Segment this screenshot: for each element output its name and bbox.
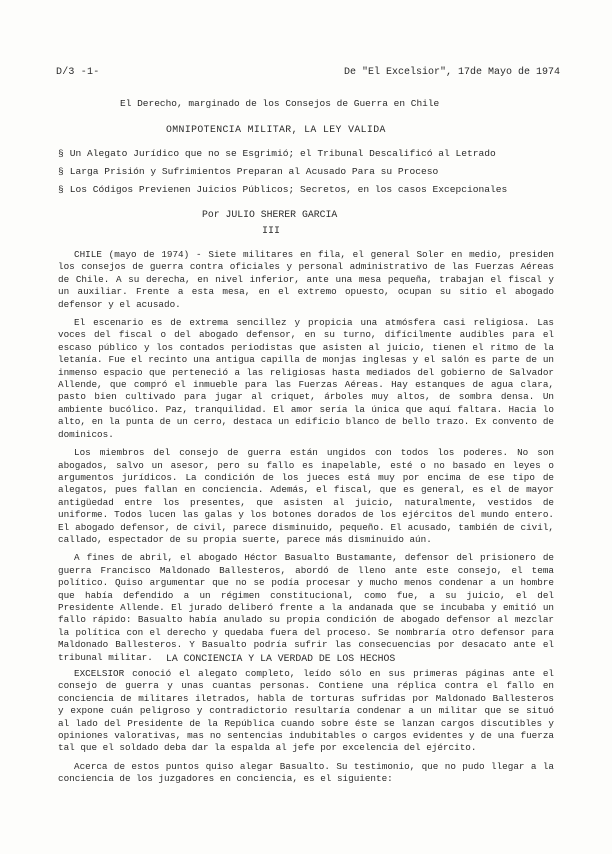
- body-paragraph: EXCELSIOR conoció el alegato completo, leído sólo en sus primeras páginas ante el consejo de guerra y unas cuantas personas. Contiene una réplica contra el fallo en conciencia de militares iletrados, habla de torturas sufridas por Maldonado Ballesteros y expone cuán peligroso y contradictorio resultaría condenar a un militar que se situó al lado del Presidente de la República cuando sobre éste se lanzan cargos discutibles y opiniones valorativas, mas no sentencias indubitables o cargos evidentes y de una fuerza tal que el soldado deba dar la espalda al jefe por excelencia del ejército.: [58, 668, 554, 754]
- article-body: [58, 249, 554, 670]
- body-paragraph: A fines de abril, el abogado Héctor Basualto Bustamante, defensor del prisionero de guerra Francisco Maldonado Ballesteros, abordó de lleno ante este consejo, el tema político. Quiso argumentar que no se podía procesar y mucho menos condenar a un hombre que había defendido a un régimen constitucional, como fue, a su juicio, el del Presidente Allende. El jurado deliberó frente a la andanada que se incubaba y emitió un fallo rápido: Basualto había anulado su propia condición de abogado defensor al mezclar la política con el derecho y quedaba fuera del proceso. Se nombraría otro defensor para Maldonado Ballesteros. Y Basualto podría sufrir las consecuencias por desacato ante el tribunal militar.: [58, 552, 554, 663]
- article-kicker: El Derecho, marginado de los Consejos de Guerra en Chile: [120, 98, 440, 109]
- body-paragraph: El escenario es de extrema sencillez y propicia una atmósfera casi religiosa. Las voces del fiscal o del abogado defensor, en su turno, difícilmente audibles para el escaso público y los contados periodistas que asisten al juicio, tienen el ritmo de la letanía. Fue el recinto una antigua capilla de monjas inglesas y el salón es parte de un inmenso espacio que perteneció a las religiosas hasta mediados del gobierno de Salvador Allende, que compró el inmueble para las Fuerzas Aéreas. Hay estanques de agua clara, pasto bien cultivado para jugar al criquet, árboles muy altos, de sombra densa. Un ambiente bucólico. Paz, tranquilidad. El amor sería la única que aquí faltara. Hacia lo alto, en la punta de un cerro, destaca un edificio blanco de bello trazo. Ex convento de dominicos.: [58, 317, 554, 440]
- subhead: [58, 166, 438, 177]
- source-line: De "El Excelsior", 17de Mayo de 1974: [344, 67, 561, 78]
- subhead: [58, 148, 496, 159]
- section-mark-icon: §: [58, 184, 64, 195]
- section-heading: LA CONCIENCIA Y LA VERDAD DE LOS HECHOS: [166, 653, 396, 664]
- section-mark-icon: §: [58, 166, 64, 177]
- section-mark-icon: §: [58, 148, 64, 159]
- byline: Por JULIO SHERER GARCIA: [202, 209, 338, 220]
- body-paragraph: Acerca de estos puntos quiso alegar Basualto. Su testimonio, que no pudo llegar a la conciencia de los juzgadores en conciencia, es el siguiente:: [58, 760, 554, 785]
- part-number: III: [262, 226, 281, 237]
- subhead: [58, 184, 507, 195]
- subhead-text: Un Alegato Jurídico que no se Esgrimió; el Tribunal Descalificó al Letrado: [69, 148, 496, 159]
- article-body-continued: [58, 668, 554, 792]
- subhead-text: Los Códigos Previenen Juicios Públicos; Secretos, en los casos Excepcionales: [69, 184, 508, 195]
- body-paragraph: CHILE (mayo de 1974) - Siete militares en fila, el general Soler en medio, presiden los consejos de guerra contra oficiales y personal administrativo de las Fuerzas Aéreas de Chile. A su derecha, en nivel inferior, ante una mesa pequeña, trabajan el fiscal y un auxiliar. Frente a esta mesa, en el extremo opuesto, ocupan su sitio el abogado defensor y el acusado.: [58, 249, 554, 310]
- article-headline: OMNIPOTENCIA MILITAR, LA LEY VALIDA: [166, 124, 386, 135]
- body-paragraph: Los miembros del consejo de guerra están ungidos con todos los poderes. No son abogados, salvo un asesor, pero su fallo es inapelable, esté o no basado en leyes o argumentos jurídicos. La condición de los jueces está muy por encima de ese tipo de alegatos, pues fallan en conciencia. Además, el fiscal, que es general, es el de mayor antigüedad entre los presentes, que asisten al juicio, naturalmente, vestidos de uniforme. Todos lucen las galas y los botones dorados de los ejércitos del mundo entero. El abogado defensor, de civil, parece disminuido, pequeño. El acusado, también de civil, callado, espectador de su propia suerte, parece más disminuido aún.: [58, 447, 554, 545]
- subhead-text: Larga Prisión y Sufrimientos Preparan al Acusado Para su Proceso: [69, 166, 439, 177]
- document-reference: D/3 -1-: [56, 67, 100, 78]
